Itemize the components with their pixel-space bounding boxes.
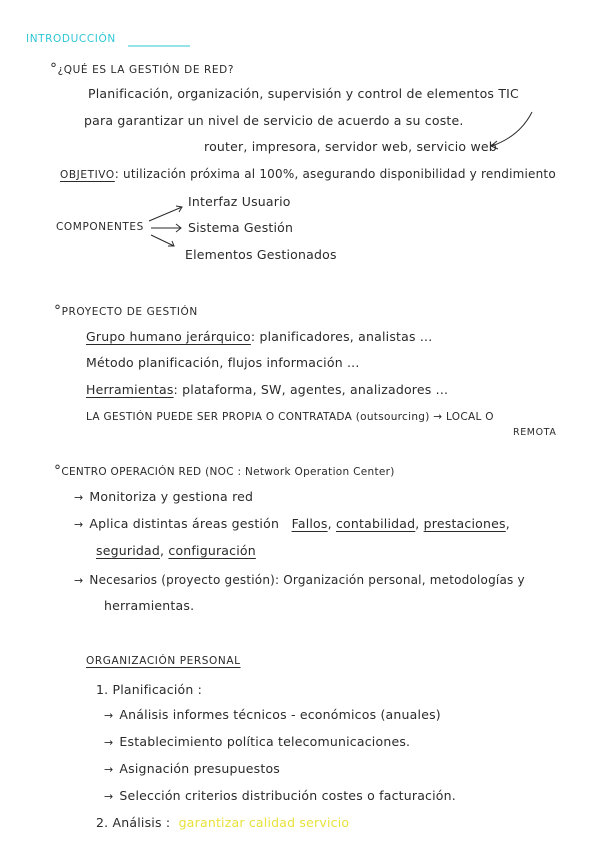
arrow-icon: → <box>104 763 114 776</box>
componente-2: Sistema Gestión <box>188 220 294 235</box>
arrow-icon: → <box>74 574 84 587</box>
plan-item-2: → Establecimiento política telecomunicaciones. <box>104 734 411 749</box>
noc-item-1: → Monitoriza y gestiona red <box>74 489 254 504</box>
analisis-line: 2. Análisis : garantizar calidad servicio <box>96 815 350 830</box>
herramientas-line: Herramientas: plataforma, SW, agentes, analizadores ... <box>86 382 449 397</box>
planificacion-label: 1. Planificación : <box>96 682 203 697</box>
branch-arrow-2-head <box>176 224 181 232</box>
area-fallos: Fallos <box>291 516 328 531</box>
area-prestaciones: prestaciones <box>423 516 506 531</box>
area-seguridad: seguridad <box>96 543 161 558</box>
branch-arrow-3 <box>151 235 174 246</box>
arrow-icon: → <box>104 709 114 722</box>
arrow-icon: → <box>104 790 114 803</box>
examples-line: router, impresora, servidor web, servicio web <box>204 139 497 154</box>
grupo-line: Grupo humano jerárquico: planificadores, analistas ... <box>86 329 433 344</box>
objetivo-line: OBJETIVO: utilización próxima al 100%, asegurando disponibilidad y rendimiento <box>60 167 556 181</box>
arrow-icon: → <box>74 491 84 504</box>
curved-arrow <box>492 112 532 146</box>
metodo-line: Método planificación, flujos información ... <box>86 355 360 370</box>
plan-item-4: → Selección criterios distribución costes o facturación. <box>104 788 456 803</box>
remota-label: REMOTA <box>513 427 557 438</box>
arrow-icon: → <box>104 736 114 749</box>
page-title: INTRODUCCIÓN <box>26 33 116 45</box>
branch-arrow-3-head <box>168 241 174 246</box>
noc-item-3: → Necesarios (proyecto gestión): Organización personal, metodologías y <box>74 573 525 587</box>
area-configuracion: configuración <box>168 543 256 558</box>
arrow-icon: → <box>433 411 443 423</box>
organizacion-heading: ORGANIZACIÓN PERSONAL <box>86 655 241 667</box>
plan-item-1: → Análisis informes técnicos - económicos (anuales) <box>104 707 441 722</box>
question-heading: °¿QUÉ ES LA GESTIÓN DE RED? <box>50 61 235 77</box>
componente-3: Elementos Gestionados <box>185 247 337 262</box>
proyecto-heading: °PROYECTO DE GESTIÓN <box>54 303 198 319</box>
noc-item-3-cont: herramientas. <box>104 598 195 613</box>
arrow-icon: → <box>74 518 84 531</box>
componente-1: Interfaz Usuario <box>188 194 291 209</box>
branch-arrow-1 <box>149 207 182 221</box>
noc-heading: °CENTRO OPERACIÓN RED (NOC : Network Operation Center) <box>54 463 395 479</box>
plan-item-3: → Asignación presupuestos <box>104 761 281 776</box>
analisis-note: garantizar calidad servicio <box>178 815 350 830</box>
gestion-line: LA GESTIÓN PUEDE SER PROPIA O CONTRATADA (outsourcing) → LOCAL O <box>86 411 494 423</box>
noc-item-2: → Aplica distintas áreas gestión Fallos, contabilidad, prestaciones, <box>74 516 510 531</box>
componentes-label: COMPONENTES <box>56 221 144 233</box>
definition-line-2: para garantizar un nivel de servicio de acuerdo a su coste. <box>84 113 464 128</box>
definition-line-1: Planificación, organización, supervisión y control de elementos TIC <box>88 86 519 101</box>
area-contabilidad: contabilidad <box>335 516 416 531</box>
branch-arrow-1-head <box>176 206 182 212</box>
noc-item-2-cont: seguridad, configuración <box>96 543 256 558</box>
